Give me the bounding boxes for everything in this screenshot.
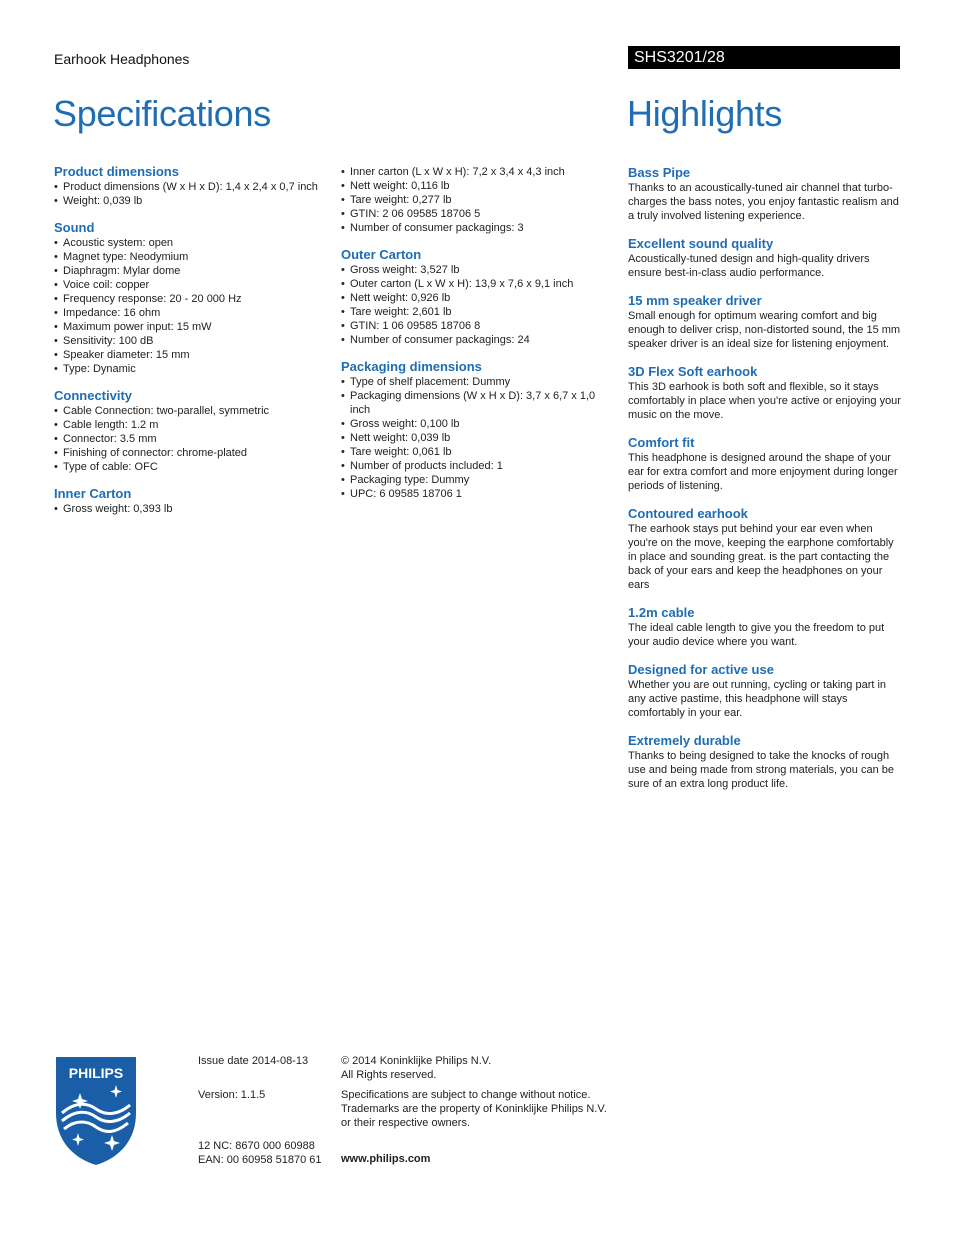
spec-item: • Tare weight: 2,601 lb: [341, 305, 611, 319]
highlight-title: Designed for active use: [628, 662, 774, 677]
disclaimer-line-3: or their respective owners.: [341, 1117, 470, 1129]
spec-item: • Number of products included: 1: [341, 459, 611, 473]
spec-item: • Outer carton (L x W x H): 13,9 x 7,6 x 9,1 inch: [341, 277, 611, 291]
spec-item: • GTIN: 1 06 09585 18706 8: [341, 319, 611, 333]
spec-item: • Packaging dimensions (W x H x D): 3,7 x 6,7 x 1,0 inch: [341, 389, 611, 417]
highlight-title: Contoured earhook: [628, 506, 748, 521]
spec-section: [54, 164, 324, 208]
spec-section: [341, 247, 611, 347]
highlight-text: Whether you are out running, cycling or taking part in any active pastime, this headphone will stays comfortably in your ear.: [628, 679, 887, 719]
highlight-section: [628, 662, 904, 720]
specs-column-1: [54, 164, 324, 528]
spec-item: • Number of consumer packagings: 24: [341, 333, 611, 347]
spec-item: • Type: Dynamic: [54, 362, 324, 376]
highlight-text: The earhook stays put behind your ear even when you're on the move, keeping the earphone comfortably in place and sounding great. is the part contacting the back of your ears and keep the headphones on your ears: [628, 523, 894, 591]
spec-item: • Finishing of connector: chrome-plated: [54, 446, 324, 460]
spec-section: [54, 220, 324, 376]
highlight-text: Acoustically-tuned design and high-quality drivers ensure best-in-class audio performance.: [628, 253, 870, 279]
highlight-section: [628, 506, 904, 592]
website-link[interactable]: www.philips.com: [341, 1153, 431, 1165]
spec-section-title: Outer Carton: [341, 247, 422, 262]
highlight-title: Excellent sound quality: [628, 236, 774, 251]
spec-item: • UPC: 6 09585 18706 1: [341, 487, 611, 501]
spec-item: • Inner carton (L x W x H): 7,2 x 3,4 x 4,3 inch: [341, 165, 611, 179]
highlight-title: 15 mm speaker driver: [628, 293, 762, 308]
spec-section-title: Packaging dimensions: [341, 359, 482, 374]
rights-reserved: All Rights reserved.: [341, 1069, 437, 1081]
highlight-text: Small enough for optimum wearing comfort and big enough to deliver crisp, non-distorted sound, the 15 mm speaker driver is an ideal size for listening enjoyment.: [628, 310, 901, 350]
spec-item: • Type of cable: OFC: [54, 460, 324, 474]
spec-item: • Weight: 0,039 lb: [54, 194, 324, 208]
doc-type: Earhook Headphones: [54, 51, 190, 67]
spec-section: [341, 359, 611, 501]
highlights-column: [628, 165, 904, 804]
highlight-title: Comfort fit: [628, 435, 695, 450]
highlight-section: [628, 293, 904, 351]
spec-item: • Gross weight: 0,100 lb: [341, 417, 611, 431]
highlight-title: 3D Flex Soft earhook: [628, 364, 758, 379]
highlight-text: Thanks to being designed to take the knocks of rough use and being made from strong materials, you can be sure of an extra long product life.: [628, 750, 894, 790]
highlight-section: [628, 236, 904, 280]
twelve-nc: 12 NC: 8670 000 60988: [198, 1140, 315, 1152]
spec-item: • Gross weight: 0,393 lb: [54, 502, 324, 516]
spec-item: • Diaphragm: Mylar dome: [54, 264, 324, 278]
spec-section: [54, 486, 324, 516]
spec-item: • Cable Connection: two-parallel, symmetric: [54, 404, 324, 418]
spec-list: [341, 165, 611, 235]
philips-shield-logo: [54, 1055, 138, 1167]
issue-date: Issue date 2014-08-13: [198, 1055, 309, 1067]
spec-item: • Acoustic system: open: [54, 236, 324, 250]
spec-item: • Voice coil: copper: [54, 278, 324, 292]
spec-item: • Frequency response: 20 - 20 000 Hz: [54, 292, 324, 306]
specifications-title: Specifications: [53, 93, 271, 134]
spec-list: [54, 404, 324, 474]
spec-list: [341, 375, 611, 501]
spec-section-title: Sound: [54, 220, 95, 235]
copyright: © 2014 Koninklijke Philips N.V.: [341, 1055, 492, 1067]
highlight-section: [628, 435, 904, 493]
spec-item: • Connector: 3.5 mm: [54, 432, 324, 446]
spec-item: • Tare weight: 0,061 lb: [341, 445, 611, 459]
spec-item: • Impedance: 16 ohm: [54, 306, 324, 320]
spec-item: • Nett weight: 0,926 lb: [341, 291, 611, 305]
highlight-title: 1.2m cable: [628, 605, 695, 620]
spec-item: • Cable length: 1.2 m: [54, 418, 324, 432]
spec-item: • Type of shelf placement: Dummy: [341, 375, 611, 389]
highlight-title: Extremely durable: [628, 733, 741, 748]
highlight-section: [628, 364, 904, 422]
specs-column-2: [341, 165, 611, 513]
spec-section: [54, 388, 324, 474]
highlight-text: The ideal cable length to give you the freedom to put your audio device where you want.: [628, 622, 885, 648]
spec-item: • Speaker diameter: 15 mm: [54, 348, 324, 362]
version: Version: 1.1.5: [198, 1089, 266, 1101]
spec-item: • Nett weight: 0,116 lb: [341, 179, 611, 193]
highlight-section: [628, 733, 904, 791]
spec-item: • GTIN: 2 06 09585 18706 5: [341, 207, 611, 221]
spec-item: • Sensitivity: 100 dB: [54, 334, 324, 348]
spec-section: [341, 165, 611, 235]
spec-item: • Magnet type: Neodymium: [54, 250, 324, 264]
spec-section-title: Connectivity: [54, 388, 133, 403]
ean-code: EAN: 00 60958 51870 61: [198, 1154, 322, 1166]
highlight-section: [628, 165, 904, 223]
highlight-section: [628, 605, 904, 649]
spec-item: • Product dimensions (W x H x D): 1,4 x 2,4 x 0,7 inch: [54, 180, 324, 194]
disclaimer-line-1: Specifications are subject to change without notice.: [341, 1089, 591, 1101]
spec-section-title: Product dimensions: [54, 164, 179, 179]
highlights-title: Highlights: [627, 93, 783, 134]
spec-list: [54, 236, 324, 376]
disclaimer-line-2: Trademarks are the property of Koninklijke Philips N.V.: [341, 1103, 607, 1115]
spec-item: • Gross weight: 3,527 lb: [341, 263, 611, 277]
spec-item: • Tare weight: 0,277 lb: [341, 193, 611, 207]
highlight-text: This 3D earhook is both soft and flexible, so it stays comfortably in place when you're active or enjoying your music on the move.: [628, 381, 901, 421]
highlight-text: This headphone is designed around the shape of your ear for extra comfort and more enjoyment during longer periods of listening.: [628, 452, 898, 492]
spec-list: [341, 263, 611, 347]
model-number-bar: SHS3201/28: [628, 46, 900, 69]
spec-section-title: Inner Carton: [54, 486, 132, 501]
spec-item: • Packaging type: Dummy: [341, 473, 611, 487]
spec-list: [54, 502, 324, 516]
spec-item: • Nett weight: 0,039 lb: [341, 431, 611, 445]
highlight-text: Thanks to an acoustically-tuned air channel that turbo-charges the bass notes, you enjoy fantastic realism and a truly involved listening experience.: [628, 182, 899, 222]
highlight-title: Bass Pipe: [628, 165, 691, 180]
logo-text: PHILIPS: [68, 1065, 124, 1081]
spec-item: • Maximum power input: 15 mW: [54, 320, 324, 334]
spec-item: • Number of consumer packagings: 3: [341, 221, 611, 235]
spec-list: [54, 180, 324, 208]
